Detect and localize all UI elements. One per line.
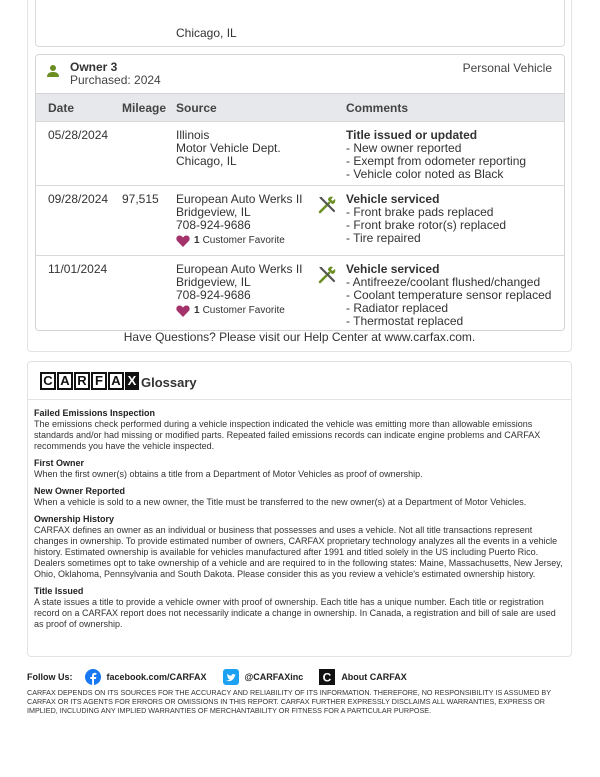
comment-item: - Radiator replaced	[346, 301, 449, 315]
owner-vehicle-type: Personal Vehicle	[462, 61, 552, 75]
owner-title: Owner 3	[70, 60, 118, 74]
record-source	[176, 263, 303, 317]
follow-us-bar	[27, 668, 572, 686]
comment-item: - Thermostat replaced	[346, 314, 464, 328]
favorite-count: 1	[194, 235, 200, 246]
comment-item: - Front brake pads replaced	[346, 205, 494, 219]
customer-favorite-badge	[176, 234, 303, 247]
source-line: European Auto Werks II	[176, 192, 303, 206]
wrench-icon	[317, 265, 337, 285]
table-row	[36, 185, 564, 255]
glossary-body	[34, 408, 564, 636]
logo-letter: X	[125, 372, 139, 390]
favorite-label: Customer Favorite	[202, 305, 285, 316]
glossary-definition: When the first owner(s) obtains a title from a Department of Motor Vehicles as proof of ownership.	[34, 469, 423, 479]
source-line: Chicago, IL	[176, 154, 237, 168]
logo-letter: A	[57, 372, 73, 390]
header-date: Date	[48, 101, 75, 115]
facebook-icon	[85, 669, 101, 685]
header-source: Source	[176, 101, 217, 115]
comment-item: - New owner reported	[346, 141, 462, 155]
comment-item: - Tire repaired	[346, 231, 421, 245]
facebook-link[interactable]	[85, 669, 207, 685]
about-carfax-link[interactable]	[319, 669, 407, 685]
glossary-header	[28, 362, 571, 400]
record-source	[176, 129, 281, 168]
favorite-label: Customer Favorite	[202, 235, 285, 246]
about-carfax-text: About CARFAX	[341, 672, 407, 682]
glossary-definition: CARFAX defines an owner as an individual or business that possesses and uses a vehicle. Not all title transactions represent changes in ownership. To provide estimated number of owners, CARFAX proprietary technology analyzes all the events in a vehicle history. Estimated ownership is available for vehicles manufactured after 1991 and titled solely in the US including Puerto Rico. Dealers sometimes opt to take ownership of a vehicle and are required to in the following states: Maine, Massachusetts, New Jersey, Ohio, Oklahoma, Pennsylvania and South Dakota. Please consider this as you review a vehicle's estimated ownership history.	[34, 525, 563, 579]
facebook-link-text: facebook.com/CARFAX	[106, 672, 207, 682]
record-mileage: 97,515	[122, 192, 159, 206]
glossary-definition: A state issues a title to provide a vehicle owner with proof of ownership. Each title has a unique number. Each title or registration record on a CARFAX report does not necessarily indicate a change in ownership. In Canada, a registration and bill of sale are used as proof of ownership.	[34, 597, 556, 629]
comment-title: Title issued or updated	[346, 128, 478, 142]
source-line: European Auto Werks II	[176, 262, 303, 276]
comment-title: Vehicle serviced	[346, 262, 440, 276]
wrench-icon	[317, 195, 337, 215]
follow-us-label: Follow Us:	[27, 672, 73, 682]
twitter-icon	[223, 669, 239, 685]
previous-owner-card	[35, 0, 565, 47]
twitter-link[interactable]	[223, 669, 304, 685]
glossary-definition: When a vehicle is sold to a new owner, the Title must be transferred to the new owner(s) at a Department of Motor Vehicles.	[34, 497, 527, 507]
heart-icon	[176, 235, 190, 247]
comment-item: - Vehicle color noted as Black	[346, 167, 504, 181]
record-date: 05/28/2024	[48, 128, 109, 142]
twitter-link-text: @CARFAXinc	[244, 672, 304, 682]
logo-letter: C	[40, 372, 56, 390]
glossary-term: Ownership History	[34, 514, 115, 524]
record-date: 11/01/2024	[48, 262, 108, 276]
glossary-term: Title Issued	[34, 586, 84, 596]
customer-favorite-badge	[176, 304, 303, 317]
comment-title: Vehicle serviced	[346, 192, 440, 206]
legal-disclaimer: CARFAX DEPENDS ON ITS SOURCES FOR THE ACCURACY AND RELIABILITY OF ITS INFORMATION. THEREFORE, NO RESPONSIBILITY IS ASSUMED BY CARFAX OR ITS AGENTS FOR ERRORS OR OMISSIONS IN THIS REPORT. CARFAX FURTHER EXPRESSLY DISCLAIMS ALL WARRANTIES, EXPRESS OR IMPLIED, INCLUDING ANY IMPLIED WARRANTIES OF MERCHANTABILITY OR FITNESS FOR A PARTICULAR PURPOSE.	[27, 688, 551, 715]
heart-icon	[176, 305, 190, 317]
record-date: 09/28/2024	[48, 192, 109, 206]
logo-letter: R	[74, 372, 90, 390]
glossary-definition: The emissions check performed during a vehicle inspection indicated the vehicle was emitting more than allowable emissions standards and/or had missing or modified parts. Repeated failed emissions records can indicate engine problems and CARFAX recommends you have the vehicle inspected.	[34, 419, 541, 451]
logo-letter: F	[91, 372, 107, 390]
comment-item: - Coolant temperature sensor replaced	[346, 288, 552, 302]
carfax-c-icon	[319, 669, 335, 685]
previous-owner-city: Chicago, IL	[176, 26, 237, 40]
glossary-title: Glossary	[141, 375, 197, 390]
glossary-section	[27, 361, 572, 657]
source-line: 708-924-9686	[176, 218, 251, 232]
glossary-term: Failed Emissions Inspection	[34, 408, 156, 418]
table-header	[36, 93, 564, 121]
comment-item: - Exempt from odometer reporting	[346, 154, 527, 168]
owner-header	[36, 55, 564, 93]
table-row	[36, 255, 564, 331]
help-center-text: Have Questions? Please visit our Help Center at www.carfax.com.	[123, 330, 476, 344]
record-comments	[346, 193, 506, 245]
source-line: Illinois	[176, 128, 210, 142]
glossary-term: First Owner	[34, 458, 85, 468]
person-icon	[46, 64, 60, 78]
record-comments	[346, 263, 551, 328]
source-line: Bridgeview, IL	[176, 275, 251, 289]
comment-item: - Antifreeze/coolant flushed/changed	[346, 275, 541, 289]
vehicle-history-section	[27, 0, 572, 352]
source-line: Bridgeview, IL	[176, 205, 251, 219]
owner-card	[35, 54, 565, 331]
owner-purchased: Purchased: 2024	[70, 73, 161, 87]
source-line: Motor Vehicle Dept.	[176, 141, 281, 155]
record-source	[176, 193, 303, 247]
glossary-term: New Owner Reported	[34, 486, 126, 496]
record-comments	[346, 129, 526, 181]
comment-item: - Front brake rotor(s) replaced	[346, 218, 507, 232]
source-line: 708-924-9686	[176, 288, 251, 302]
table-row	[36, 121, 564, 185]
logo-letter: A	[108, 372, 124, 390]
header-mileage: Mileage	[122, 101, 167, 115]
carfax-logo	[40, 372, 140, 390]
header-comments: Comments	[346, 101, 409, 115]
favorite-count: 1	[194, 305, 200, 316]
svg-text:C: C	[322, 670, 332, 685]
